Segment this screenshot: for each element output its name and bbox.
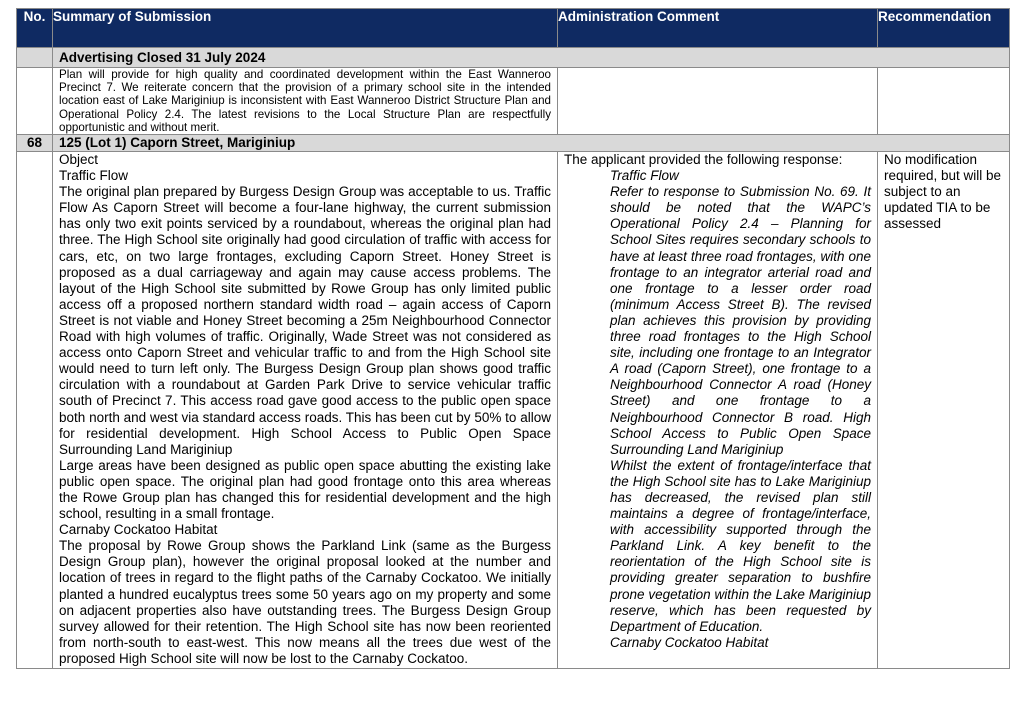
admin-intro: The applicant provided the following response: [564, 152, 843, 168]
response-paragraph: Traffic Flow [610, 168, 679, 184]
summary-paragraph: The proposal by Rowe Group shows the Parkland Link (same as the Burgess Design Group plan), however the original proposal looked at the number and location of trees in regard to the flight paths of the Carnaby Cockatoo. We initially planted a hundred eucalyptus trees some 50 years ago on my property and some on adjacent properties also have outstanding trees. The Burgess Design Group survey allowed for their retention. The High School site has now been reoriented from north-south to east-west. This now means all the trees due west of the proposed High School site will now be lost to the Carnaby Cockatoo. [59, 538, 551, 666]
table-row [17, 68, 1010, 135]
response-paragraph: Carnaby Cockatoo Habitat [610, 634, 769, 650]
submission-address: 125 (Lot 1) Caporn Street, Mariginiup [53, 135, 1010, 152]
table-header-row [17, 9, 1010, 48]
header-summary: Summary of Submission [53, 9, 558, 48]
administration-comment [558, 152, 878, 669]
header-no: No. [17, 9, 53, 48]
table-row [17, 152, 1010, 669]
summary-paragraph: The original plan prepared by Burgess Design Group was acceptable to us. Traffic Flow As Caporn Street will become a four-lane highway, the current submission has only two exit points serviced by a roundabout, whereas the original plan had three. The High School site originally had good circulation of traffic with access for cars, etc, on two large frontages, excluding Caporn Street. Honey Street is proposed as a dual carriageway and again may cause access problems. The layout of the High School site submitted by Rowe Group has only limited public access off a proposed northern standard width road – again access of Caporn Street is not viable and Honey Street becoming a 25m Neighbourhood Connector Road with high volumes of traffic. Originally, Wade Street was not considered as access onto Caporn Street and vehicular traffic to and from the High School site would need to turn left only. The Burgess Design Group plan shows good traffic circulation with a roundabout at Garden Park Drive to service vehicular traffic south of Precinct 7. This access road gave good access to the public open space both north and west via standard access roads. This has been cut by 50% to allow for residential development. High School Access to Public Open Space Surrounding Land Mariginiup [59, 184, 551, 457]
submission-summary [53, 152, 558, 669]
group-row [17, 48, 1010, 68]
submission-number: 68 [17, 135, 53, 152]
summary-paragraph: Traffic Flow [59, 168, 129, 184]
applicant-response [610, 168, 871, 651]
header-recommendation: Recommendation [878, 9, 1010, 48]
group-row-label: Advertising Closed 31 July 2024 [53, 48, 1010, 68]
continued-summary: Plan will provide for high quality and coordinated development within the East Wanneroo Precinct 7. We reiterate concern that the provision of a primary school site in the intended location east of Lake Mariginiup is inconsistent with East Wanneroo District Structure Plan and Operational Policy 2.4. The latest revisions to the Local Structure Plan are respectfully opportunistic and without merit. [53, 68, 558, 135]
summary-paragraph: Object [59, 152, 99, 168]
summary-paragraph: Carnaby Cockatoo Habitat [59, 522, 218, 538]
submissions-table [16, 8, 1010, 669]
submission-heading-row [17, 135, 1010, 152]
response-paragraph: Whilst the extent of frontage/interface that the High School site has to Lake Mariginiup has decreased, the revised plan still maintains a degree of frontage/interface, with accessibility supported through the Parkland Link. A key benefit to the reorientation of the High School site is providing greater separation to bushfire prone vegetation within the Lake Mariginiup reserve, which has been requested by Department of Education. [610, 457, 871, 634]
header-admin-comment: Administration Comment [558, 9, 878, 48]
recommendation: No modification required, but will be subject to an updated TIA to be assessed [878, 152, 1010, 669]
summary-paragraph: Large areas have been designed as public open space abutting the existing lake public open space. The original plan had good frontage onto this area whereas the Rowe Group plan has changed this for residential development and the high school, resulting in a small frontage. [59, 457, 551, 522]
response-paragraph: Refer to response to Submission No. 69. It should be noted that the WAPC’s Operational Policy 2.4 – Planning for School Sites requires secondary schools to have at least three road frontages, with one frontage to an integrator arterial road and one frontage to a lesser order road (minimum Access Street B). The revised plan achieves this provision by providing three road frontages to the High School site, including one frontage to an Integrator A road (Caporn Street), one frontage to a Neighbourhood Connector A road (Honey Street) and one frontage to a Neighbourhood Connector B road. High School Access to Public Open Space Surrounding Land Mariginiup [610, 184, 871, 457]
